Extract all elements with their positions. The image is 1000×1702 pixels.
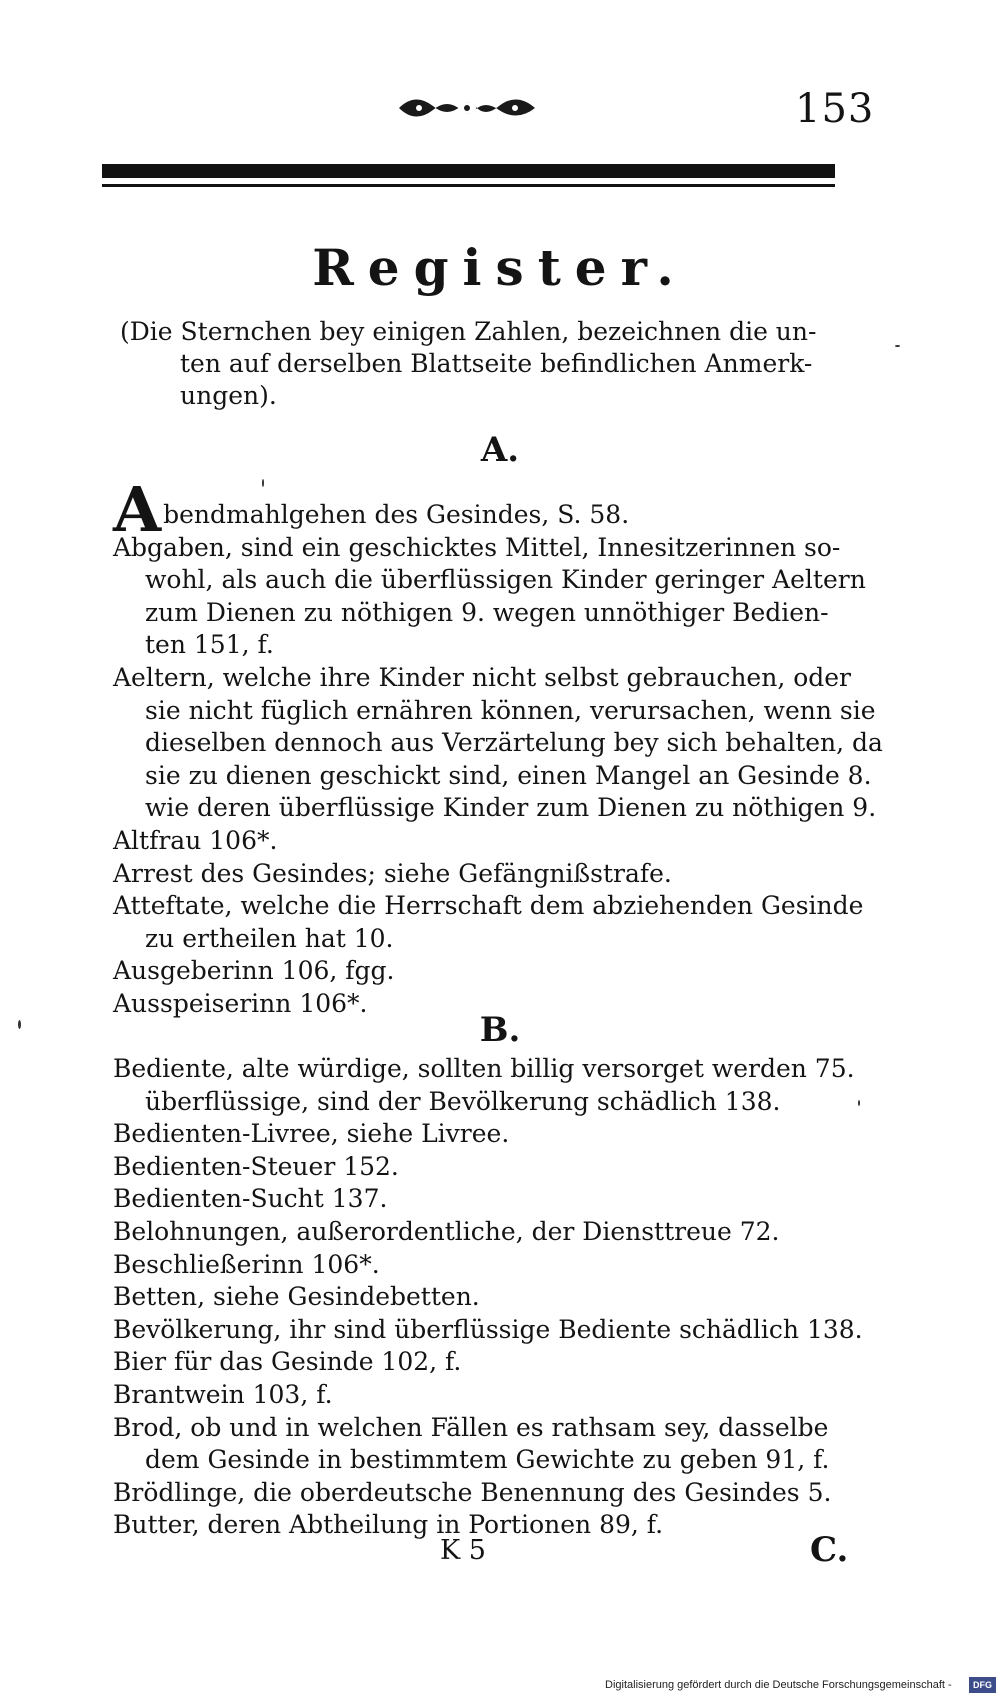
entry-line: Altfrau 106*. — [113, 825, 278, 855]
header-rule-thin — [102, 184, 835, 187]
catchword: C. — [810, 1530, 849, 1570]
entry-line: Bevölkerung, ihr sind überflüssige Bediente schädlich 138. — [113, 1314, 863, 1344]
entry-line: dem Gesinde in bestimmtem Gewichte zu geben 91, f. — [145, 1445, 830, 1475]
entry-line: überflüssige, sind der Bevölkerung schädlich 138. — [145, 1086, 781, 1116]
section-letter-b: B. — [479, 1010, 521, 1050]
index-entry — [113, 1118, 858, 1151]
index-entry — [113, 473, 858, 546]
entry-line: Ausgeberinn 106, fgg. — [113, 956, 395, 986]
page-number: 153 — [795, 86, 875, 132]
entry-line: Bedienten-Livree, siehe Livree. — [113, 1119, 510, 1149]
index-entry — [113, 1053, 858, 1118]
scan-speck — [858, 1100, 860, 1106]
index-entry — [113, 890, 864, 955]
entry-line: Brod, ob und in welchen Fällen es rathsam sey, dasselbe — [113, 1412, 829, 1442]
index-entry — [113, 662, 883, 825]
page-title: Register. — [312, 238, 688, 297]
header-rule-thick — [102, 164, 835, 178]
dfg-logo-badge: DFG — [969, 1677, 996, 1693]
digitization-credit: Digitalisierung gefördert durch die Deutsche Forschungsgemeinschaft - — [605, 1679, 952, 1691]
entry-line: sie nicht füglich ernähren können, verursachen, wenn sie — [145, 695, 876, 725]
index-entry — [113, 858, 858, 891]
index-entry — [113, 1281, 858, 1314]
index-entry — [113, 1249, 858, 1282]
entry-line: Bediente, alte würdige, sollten billig versorget werden 75. — [113, 1054, 855, 1083]
entry-line: Betten, siehe Gesindebetten. — [113, 1282, 480, 1312]
scan-speck — [18, 1020, 21, 1029]
entry-line: zum Dienen zu nöthigen 9. wegen unnöthiger Bedien- — [145, 597, 829, 627]
signature-mark: K 5 — [440, 1535, 486, 1566]
drop-cap: A — [113, 473, 162, 546]
ornament-vignette-icon — [395, 88, 540, 126]
entry-line — [113, 473, 858, 546]
entry-line: Beschließerinn 106*. — [113, 1249, 380, 1279]
index-entry — [113, 1379, 858, 1412]
intro-line: ungen). — [180, 381, 277, 410]
entry-line: Butter, deren Abtheilung in Portionen 89, f. — [113, 1510, 664, 1540]
entry-line: wie deren überflüssige Kinder zum Dienen zu nöthigen 9. — [145, 793, 877, 823]
index-entry — [113, 1151, 858, 1184]
entry-line: sie zu dienen geschickt sind, einen Mangel an Gesinde 8. — [145, 760, 872, 790]
intro-line: (Die Sternchen bey einigen Zahlen, bezeichnen die un- — [120, 317, 817, 346]
index-entry — [113, 955, 858, 988]
entry-line: wohl, als auch die überflüssigen Kinder geringer Aeltern — [145, 565, 866, 595]
intro-note — [120, 316, 855, 412]
index-entry — [113, 1314, 863, 1347]
entries-section-a — [113, 473, 883, 1021]
entries-section-b — [113, 1053, 863, 1542]
index-entry — [113, 1216, 858, 1249]
index-entry — [113, 825, 858, 858]
entry-line: Belohnungen, außerordentliche, der Diensttreue 72. — [113, 1216, 780, 1246]
entry-line: Arrest des Gesindes; siehe Gefängnißstrafe. — [113, 858, 672, 888]
entry-line: Aeltern, welche ihre Kinder nicht selbst gebrauchen, oder — [113, 662, 852, 692]
entry-line: Abgaben, sind ein geschicktes Mittel, Innesitzerinnen so- — [113, 532, 841, 562]
index-entry — [113, 1346, 858, 1379]
index-entry — [113, 1183, 858, 1216]
entry-line: Bedienten-Steuer 152. — [113, 1151, 399, 1181]
section-letter-a: A. — [480, 430, 520, 470]
entry-line: ten 151, f. — [145, 630, 274, 660]
entry-line: Ausspeiserinn 106*. — [113, 988, 368, 1018]
entry-line: zu ertheilen hat 10. — [145, 923, 394, 953]
intro-line: ten auf derselben Blattseite befindlichen Anmerk- — [180, 349, 813, 378]
entry-line: Atteftate, welche die Herrschaft dem abziehenden Gesinde — [113, 891, 864, 921]
index-entry — [113, 532, 866, 662]
entry-line: Brantwein 103, f. — [113, 1379, 333, 1409]
entry-line: Brödlinge, die oberdeutsche Benennung des Gesindes 5. — [113, 1477, 832, 1507]
index-entry — [113, 1477, 858, 1510]
entry-text: bendmahlgehen des Gesindes, S. 58. — [163, 500, 630, 529]
scan-speck — [895, 345, 900, 347]
index-entry — [113, 1412, 858, 1477]
entry-line: Bedienten-Sucht 137. — [113, 1184, 388, 1214]
entry-line: Bier für das Gesinde 102, f. — [113, 1347, 462, 1377]
entry-line: dieselben dennoch aus Verzärtelung bey sich behalten, da — [145, 728, 883, 758]
scan-speck — [262, 479, 264, 487]
